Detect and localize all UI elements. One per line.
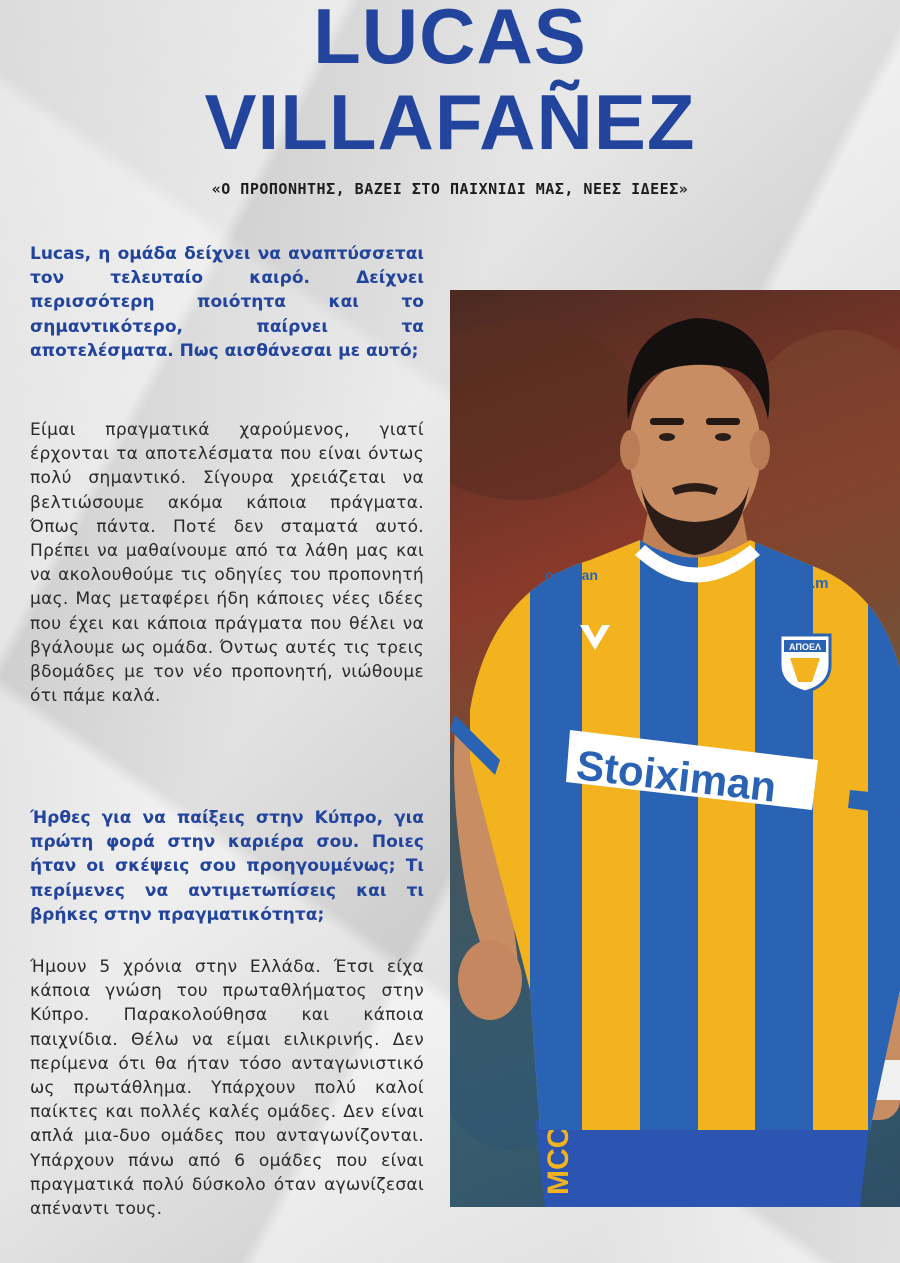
svg-text:ΑΠΟΕΛ: ΑΠΟΕΛ [788,642,822,652]
question-1: Lucas, η ομάδα δείχνει να αναπτύσσεται τον τελευταίο καιρό. Δείχνει περισσότερη ποιότητα και το σημαντικότερο, παίρνει τα αποτελέσματα. Πως αισθάνεσαι με αυτό; [30,244,424,361]
collar-right-text: G.u.m [786,575,829,592]
title-last-name: VILLAFAÑEZ [204,78,696,166]
question-2: Ήρθες για να παίξεις στην Κύπρο, για πρώτη φορά στην καριέρα σου. Ποιες ήταν οι σκέψεις σου προηγουμένως; Τι περίμενες να αντιμετωπίσεις και τι βρήκες στην πραγματικότητα; [30,808,424,925]
answer-1: Είμαι πραγματικά χαρούμενος, γιατί έρχονται τα αποτελέσματα που είναι όντως πολύ σημαντικό. Σίγουρα χρειάζεται να βελτιώσουμε ακόμα κάποια πράγματα. Όπως πάντα. Ποτέ δεν σταματά αυτό. Πρέπει να μαθαίνουμε από τα λάθη μας και να ακολουθούμε τις οδηγίες του προπονητή μας. Μας μεταφέρει ήδη κάποιες νέες ιδέες που έχει και κάποια πράγματα που θέλει να βγάλουμε ως ομάδα. Όντως αυτές τις τρεις βδομάδες με τον νέο προπονητή, νιώθουμε ότι πάμε καλά. [30,420,424,707]
title-first-name: LUCAS [313,0,587,80]
club-crest-icon [780,635,830,692]
shorts-text: MCC [542,1126,575,1195]
player-photo [450,290,900,1207]
collar-left-text: ostavan [545,567,598,583]
headline-quote: «Ο ΠΡΟΠΟΝΗΤΗΣ, ΒΑΖΕΙ ΣΤΟ ΠΑΙΧΝΙΔΙ ΜΑΣ, ΝΕΕΣ ΙΔΕΕΣ» [211,180,689,198]
svg-text:Stoiximan: Stoiximan [573,741,779,811]
answer-2: Ήμουν 5 χρόνια στην Ελλάδα. Έτσι είχα κάποια γνώση του πρωταθλήματος στην Κύπρο. Παρακολούθησα και κάποια παιχνίδια. Θέλω να είμαι ειλικρινής. Δεν περίμενα ότι θα ήταν τόσο ανταγωνιστικό ως πρωτάθλημα. Υπάρχουν πολύ καλοί παίκτες και πολλές καλές ομάδες. Δεν είναι απλά μια-δυο ομάδες που ανταγωνίζονται. Υπάρχουν πάνω από 6 ομάδες που είναι πραγματικά πολύ δύσκολο όταν αγωνίζεσαι απέναντι τους. [30,957,424,1220]
